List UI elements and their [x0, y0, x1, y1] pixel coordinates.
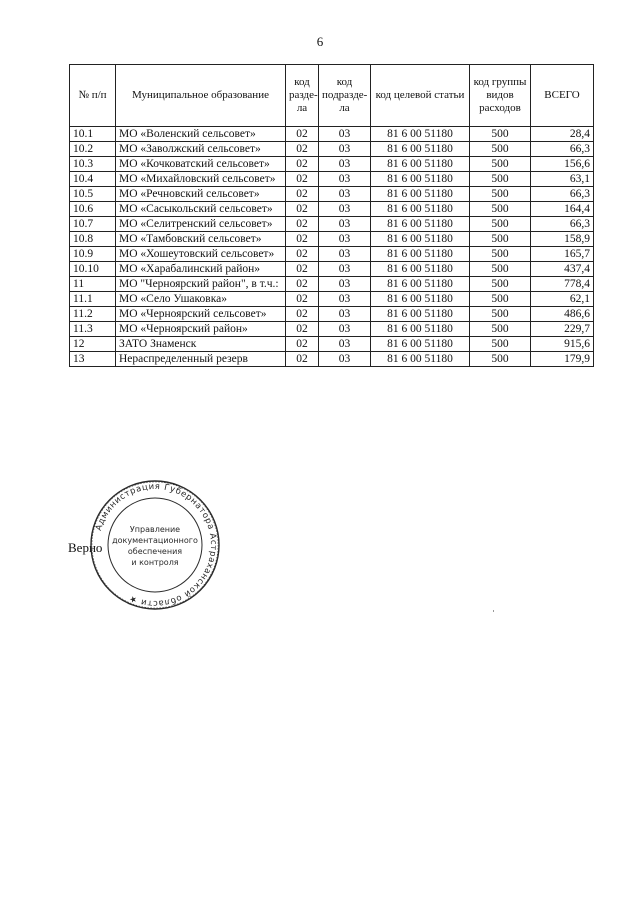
cell-expense-group-code: 500	[470, 262, 531, 277]
cell-expense-group-code: 500	[470, 172, 531, 187]
cell-expense-group-code: 500	[470, 352, 531, 367]
table-row	[70, 352, 594, 367]
cell-section-code: 02	[286, 202, 319, 217]
cell-subsection-code: 03	[319, 277, 371, 292]
table-row	[70, 127, 594, 142]
cell-section-code: 02	[286, 142, 319, 157]
table-row	[70, 337, 594, 352]
cell-municipality: МО «Харабалинский район»	[116, 262, 286, 277]
cell-target-code: 81 6 00 51180	[371, 292, 470, 307]
table-row	[70, 247, 594, 262]
cell-municipality: МО "Черноярский район", в т.ч.:	[116, 277, 286, 292]
cell-num: 10.6	[70, 202, 116, 217]
cell-expense-group-code: 500	[470, 217, 531, 232]
cell-subsection-code: 03	[319, 187, 371, 202]
cell-municipality: МО «Заволжский сельсовет»	[116, 142, 286, 157]
cell-num: 11.2	[70, 307, 116, 322]
cell-total: 28,4	[531, 127, 594, 142]
cell-subsection-code: 03	[319, 157, 371, 172]
cell-target-code: 81 6 00 51180	[371, 202, 470, 217]
cell-expense-group-code: 500	[470, 202, 531, 217]
cell-section-code: 02	[286, 232, 319, 247]
cell-subsection-code: 03	[319, 262, 371, 277]
cell-section-code: 02	[286, 322, 319, 337]
table-row	[70, 307, 594, 322]
cell-municipality: МО «Речновский сельсовет»	[116, 187, 286, 202]
cell-num: 11.1	[70, 292, 116, 307]
cell-subsection-code: 03	[319, 232, 371, 247]
cell-municipality: МО «Хошеутовский сельсовет»	[116, 247, 286, 262]
header-expense-group-code: код группы видов расходов	[470, 65, 531, 127]
budget-table	[69, 64, 594, 367]
cell-total: 66,3	[531, 187, 594, 202]
header-section-code: код разде-ла	[286, 65, 319, 127]
cell-section-code: 02	[286, 157, 319, 172]
cell-target-code: 81 6 00 51180	[371, 262, 470, 277]
cell-target-code: 81 6 00 51180	[371, 352, 470, 367]
cell-municipality: МО «Село Ушаковка»	[116, 292, 286, 307]
cell-target-code: 81 6 00 51180	[371, 307, 470, 322]
cell-num: 10.10	[70, 262, 116, 277]
table-body	[70, 127, 594, 367]
cell-municipality: МО «Тамбовский сельсовет»	[116, 232, 286, 247]
cell-target-code: 81 6 00 51180	[371, 172, 470, 187]
cell-num: 10.3	[70, 157, 116, 172]
cell-subsection-code: 03	[319, 247, 371, 262]
table-row	[70, 277, 594, 292]
scan-artifact	[493, 610, 494, 612]
cell-total: 165,7	[531, 247, 594, 262]
cell-total: 229,7	[531, 322, 594, 337]
cell-total: 486,6	[531, 307, 594, 322]
cell-section-code: 02	[286, 262, 319, 277]
table-row	[70, 187, 594, 202]
cell-total: 778,4	[531, 277, 594, 292]
header-target-code: код целевой статьи	[371, 65, 470, 127]
cell-section-code: 02	[286, 307, 319, 322]
cell-target-code: 81 6 00 51180	[371, 277, 470, 292]
cell-subsection-code: 03	[319, 337, 371, 352]
cell-expense-group-code: 500	[470, 157, 531, 172]
cell-expense-group-code: 500	[470, 247, 531, 262]
cell-num: 10.9	[70, 247, 116, 262]
cell-num: 10.4	[70, 172, 116, 187]
svg-text:и контроля: и контроля	[131, 558, 179, 567]
cell-target-code: 81 6 00 51180	[371, 337, 470, 352]
cell-municipality: МО «Кочковатский сельсовет»	[116, 157, 286, 172]
header-num: № п/п	[70, 65, 116, 127]
cell-municipality: МО «Воленский сельсовет»	[116, 127, 286, 142]
cell-subsection-code: 03	[319, 292, 371, 307]
cell-target-code: 81 6 00 51180	[371, 187, 470, 202]
cell-total: 156,6	[531, 157, 594, 172]
cell-subsection-code: 03	[319, 352, 371, 367]
cell-num: 10.5	[70, 187, 116, 202]
cell-num: 10.2	[70, 142, 116, 157]
cell-section-code: 02	[286, 277, 319, 292]
cell-municipality: МО «Михайловский сельсовет»	[116, 172, 286, 187]
cell-subsection-code: 03	[319, 202, 371, 217]
cell-expense-group-code: 500	[470, 127, 531, 142]
header-subsection-code: код подразде-ла	[319, 65, 371, 127]
cell-section-code: 02	[286, 187, 319, 202]
cell-subsection-code: 03	[319, 142, 371, 157]
cell-subsection-code: 03	[319, 322, 371, 337]
cell-municipality: ЗАТО Знаменск	[116, 337, 286, 352]
cell-total: 164,4	[531, 202, 594, 217]
table-row	[70, 322, 594, 337]
cell-total: 437,4	[531, 262, 594, 277]
svg-text:Управление: Управление	[129, 525, 181, 534]
cell-subsection-code: 03	[319, 127, 371, 142]
cell-target-code: 81 6 00 51180	[371, 127, 470, 142]
table-row	[70, 142, 594, 157]
cell-section-code: 02	[286, 127, 319, 142]
cell-expense-group-code: 500	[470, 232, 531, 247]
cell-expense-group-code: 500	[470, 142, 531, 157]
verno-label: Верно	[68, 540, 103, 555]
cell-total: 63,1	[531, 172, 594, 187]
cell-subsection-code: 03	[319, 217, 371, 232]
table-row	[70, 157, 594, 172]
cell-num: 11.3	[70, 322, 116, 337]
svg-text:документационного: документационного	[112, 536, 198, 545]
page-number: 6	[316, 34, 324, 49]
cell-municipality: МО «Черноярский район»	[116, 322, 286, 337]
header-municipality: Муниципальное образование	[116, 65, 286, 127]
svg-text:Администрация Губернатора Астр: Администрация Губернатора Астраханской области ★	[93, 481, 219, 609]
cell-subsection-code: 03	[319, 307, 371, 322]
table-row	[70, 292, 594, 307]
cell-total: 179,9	[531, 352, 594, 367]
cell-section-code: 02	[286, 292, 319, 307]
cell-target-code: 81 6 00 51180	[371, 247, 470, 262]
table-header-row	[70, 65, 594, 127]
cell-num: 11	[70, 277, 116, 292]
cell-total: 62,1	[531, 292, 594, 307]
cell-num: 10.8	[70, 232, 116, 247]
cell-num: 12	[70, 337, 116, 352]
cell-municipality: МО «Черноярский сельсовет»	[116, 307, 286, 322]
cell-num: 10.1	[70, 127, 116, 142]
table-row	[70, 172, 594, 187]
cell-section-code: 02	[286, 217, 319, 232]
cell-expense-group-code: 500	[470, 277, 531, 292]
cell-total: 915,6	[531, 337, 594, 352]
table-row	[70, 202, 594, 217]
table-row	[70, 262, 594, 277]
cell-expense-group-code: 500	[470, 337, 531, 352]
cell-total: 66,3	[531, 217, 594, 232]
cell-target-code: 81 6 00 51180	[371, 142, 470, 157]
table-row	[70, 232, 594, 247]
cell-section-code: 02	[286, 247, 319, 262]
cell-target-code: 81 6 00 51180	[371, 232, 470, 247]
cell-subsection-code: 03	[319, 172, 371, 187]
svg-text:обеспечения: обеспечения	[127, 547, 183, 556]
cell-expense-group-code: 500	[470, 307, 531, 322]
table-row	[70, 217, 594, 232]
header-total: ВСЕГО	[531, 65, 594, 127]
cell-num: 10.7	[70, 217, 116, 232]
cell-target-code: 81 6 00 51180	[371, 217, 470, 232]
cell-total: 66,3	[531, 142, 594, 157]
cell-num: 13	[70, 352, 116, 367]
cell-expense-group-code: 500	[470, 322, 531, 337]
cell-section-code: 02	[286, 352, 319, 367]
cell-target-code: 81 6 00 51180	[371, 157, 470, 172]
cell-expense-group-code: 500	[470, 187, 531, 202]
official-seal	[88, 478, 222, 612]
cell-municipality: МО «Сасыкольский сельсовет»	[116, 202, 286, 217]
cell-municipality: МО «Селитренский сельсовет»	[116, 217, 286, 232]
cell-expense-group-code: 500	[470, 292, 531, 307]
cell-target-code: 81 6 00 51180	[371, 322, 470, 337]
cell-section-code: 02	[286, 172, 319, 187]
cell-total: 158,9	[531, 232, 594, 247]
cell-municipality: Нераспределенный резерв	[116, 352, 286, 367]
cell-section-code: 02	[286, 337, 319, 352]
